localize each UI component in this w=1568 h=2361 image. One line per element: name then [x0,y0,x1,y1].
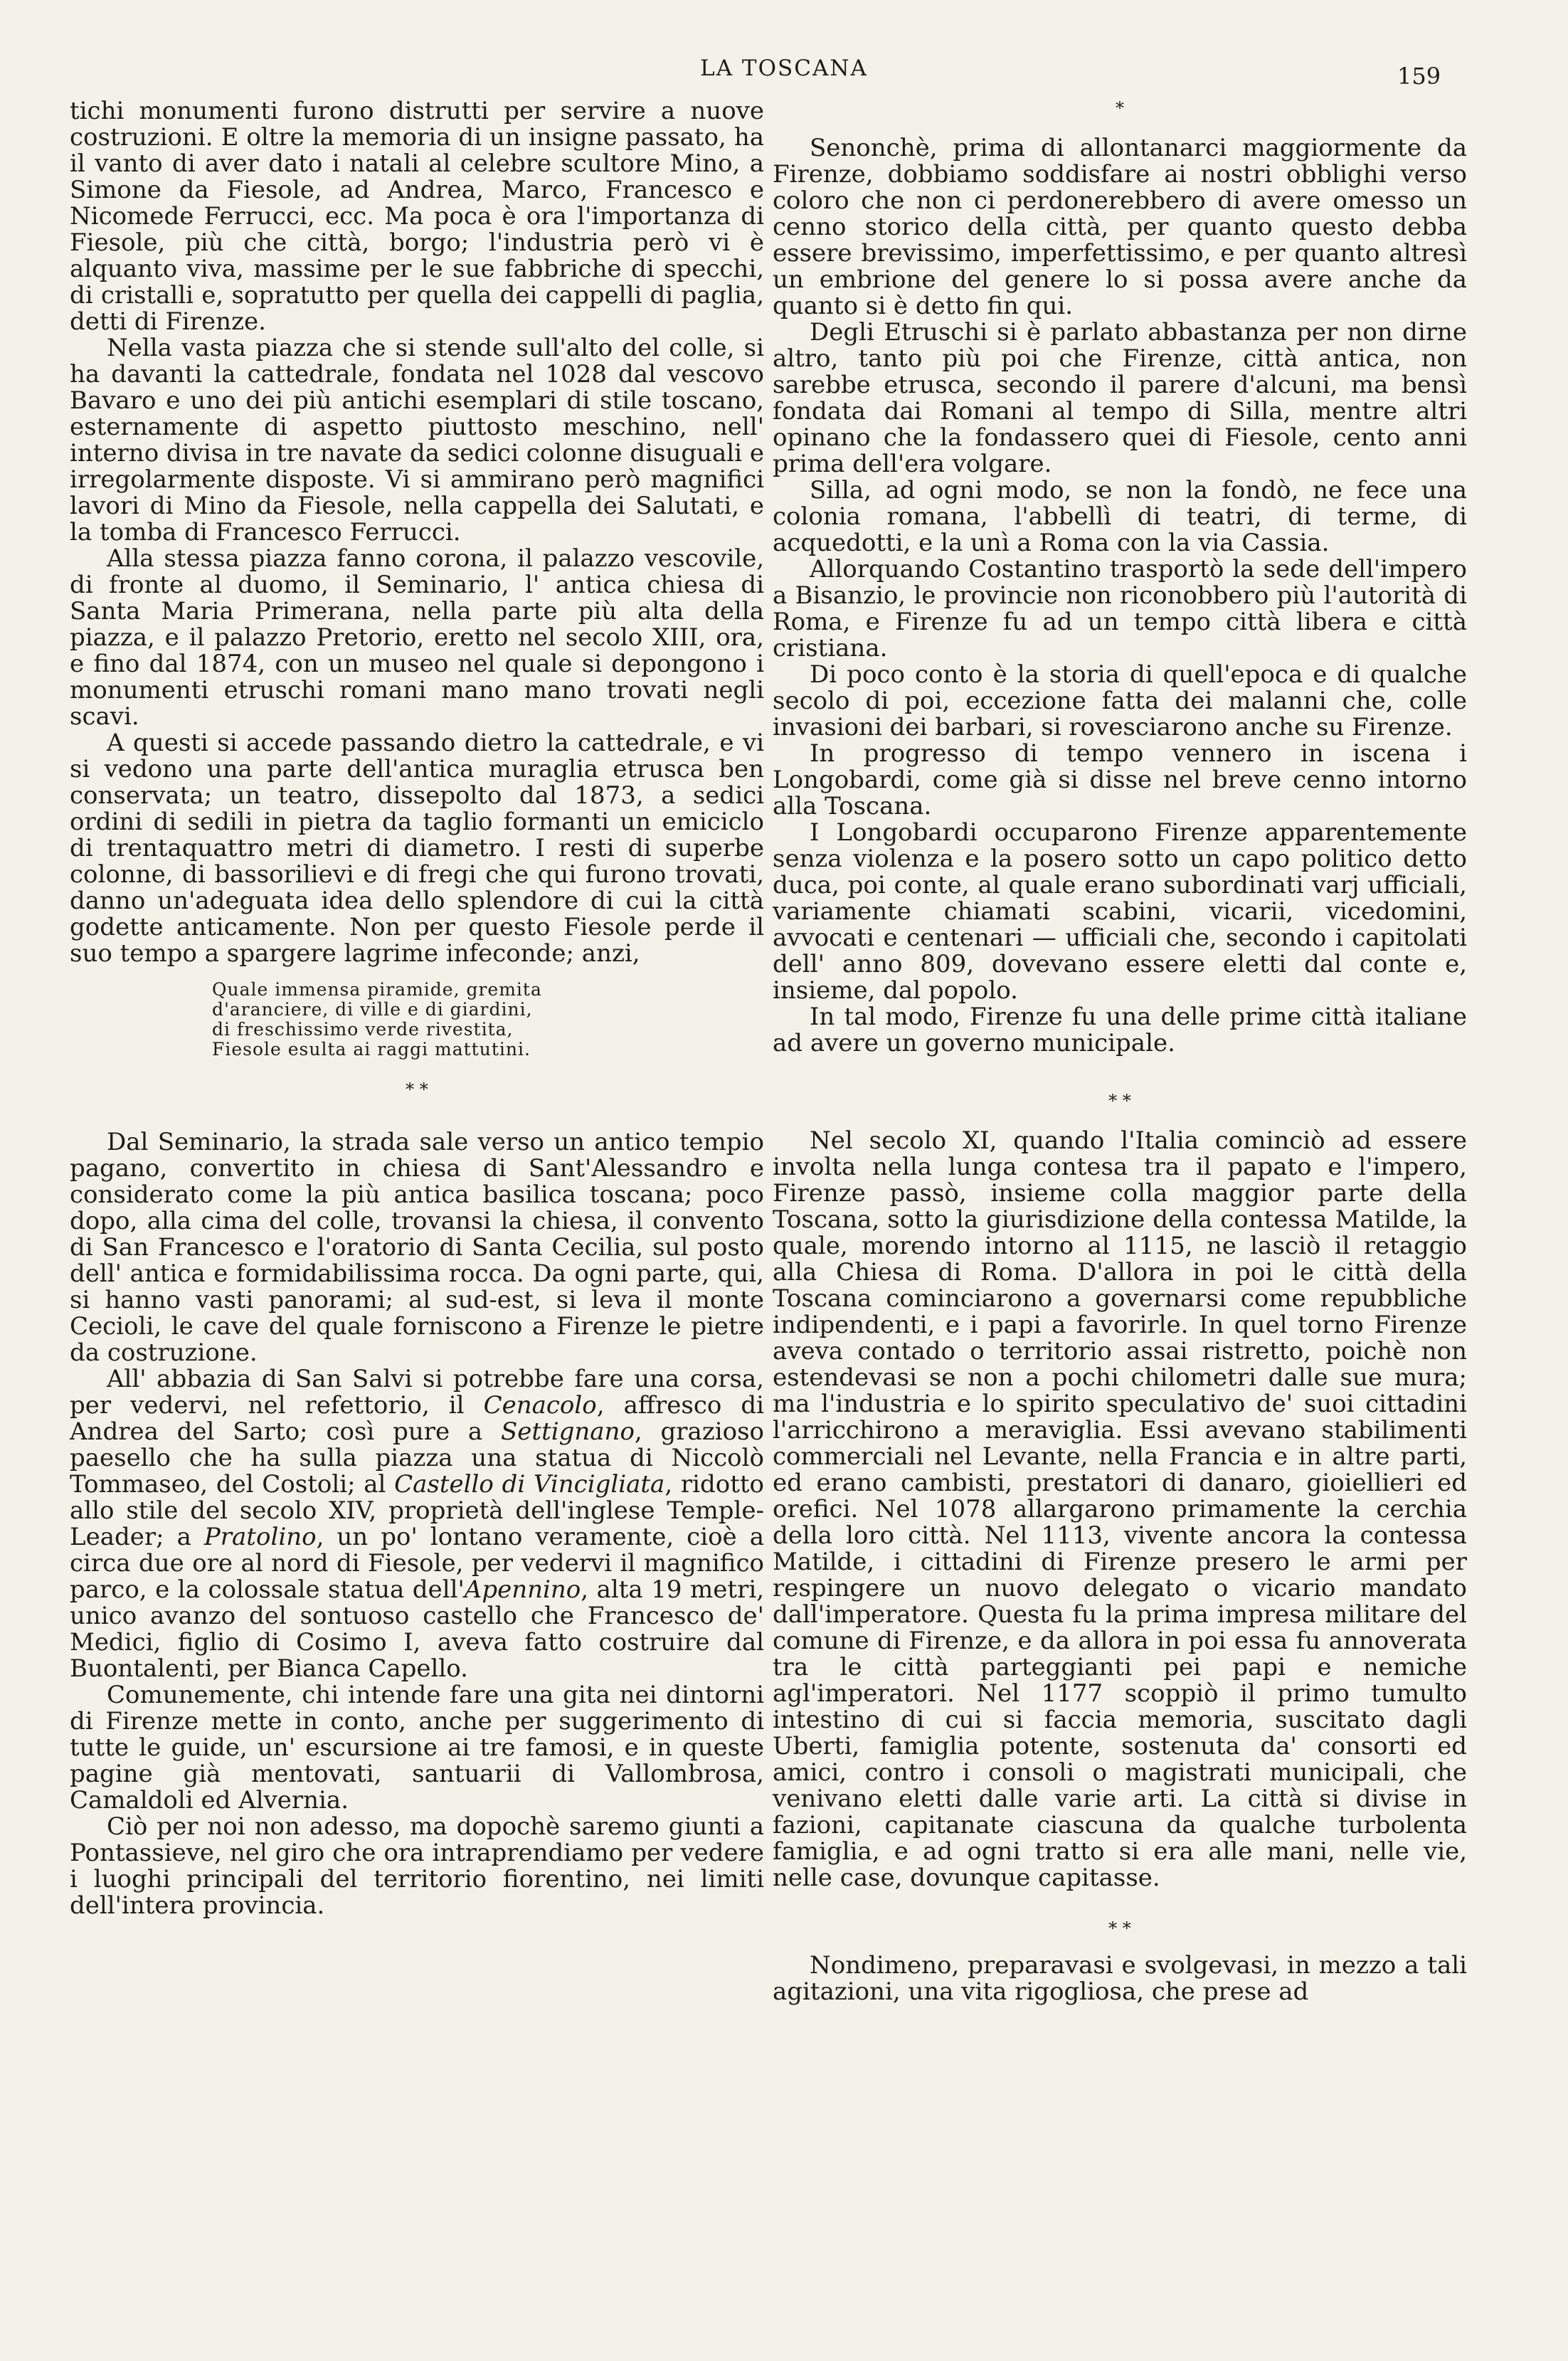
paragraph: A questi si accede passando dietro la cattedrale, e vi si vedono una parte dell'antica muraglia etrusca ben conservata; un teatro, dissepolto dal 1873, a sedici ordini di sedili in pietra da taglio formanti un emiciclo di trentaquattro metri di diametro. I resti di superbe colonne, di bassorilievi e di fregi che qui furono trovati, danno un'adeguata idea dello splendore di cui la città godette anticamente. Non per questo Fiesole perde il suo tempo a spargere lagrime infeconde; anzi, [70,729,764,968]
page-number: 159 [1397,63,1441,90]
verse-quote [212,980,764,1060]
section-separator: * [1116,98,1124,118]
left-column [70,98,764,1919]
paragraph: Nondimeno, preparavasi e svolgevasi, in mezzo a tali agitazioni, una vita rigogliosa, che prese ad [773,1951,1467,2006]
paragraph: Comunemente, chi intende fare una gita nei dintorni di Firenze mette in conto, anche per suggerimento di tutte le guide, un' escursione ai tre famosi, e in queste pagine già mentovati, santuarii di Vallombrosa, Camaldoli ed Alvernia. [70,1681,764,1815]
right-column [773,98,1467,2005]
paragraph: Alla stessa piazza fanno corona, il palazzo vescovile, di fronte al duomo, il Seminario, l' antica chiesa di Santa Maria Primerana, nella parte più alta della piazza, e il palazzo Pretorio, eretto nel secolo XIII, ora, e fino dal 1874, con un museo nel quale si depongono i monumenti etruschi romani mano mano trovati negli scavi. [70,544,764,731]
italic-term: Pratolino [203,1523,317,1551]
paragraph: Degli Etruschi si è parlato abbastanza per non dirne altro, tanto più poi che Firenze, città antica, non sarebbe etrusca, secondo il parere d'alcuni, ma bensì fondata dai Romani al tempo di Silla, mentre altri opinano che la fondassero quei di Fiesole, cento anni prima dell'era volgare. [773,318,1467,478]
section-separator: * * [406,1079,428,1099]
verse-line: Quale immensa piramide, gremita [212,979,542,1000]
paragraph: Senonchè, prima di allontanarci maggiormente da Firenze, dobbiamo soddisfare ai nostri obblighi verso coloro che non ci perdonerebbero di avere omesso un cenno storico della città, per quanto questo debba essere brevissimo, imperfettissimo, e per quanto altresì un embrione del genere lo si possa avere anche da quanto si è detto fin qui. [773,134,1467,320]
paragraph: Ciò per noi non adesso, ma dopochè saremo giunti a Pontassieve, nel giro che ora intraprendiamo per vedere i luoghi principali del territorio fiorentino, nei limiti dell'intera provincia. [70,1812,764,1920]
italic-term: Apennino [464,1575,581,1604]
paragraph: Allorquando Costantino trasportò la sede dell'impero a Bisanzio, le provincie non riconobbero più l'autorità di Roma, e Firenze fu ad un tempo città libera e città cristiana. [773,555,1467,662]
italic-term: Settignano [501,1417,635,1446]
italic-term: Cenacolo [483,1391,597,1420]
paragraph: Nella vasta piazza che si stende sull'alto del colle, si ha davanti la cattedrale, fondata nel 1028 dal vescovo Bavaro e uno dei più antichi esemplari di stile toscano, esternamente di aspetto piuttosto meschino, nell' interno divisa in tre navate da sedici colonne disuguali e irregolarmente disposte. Vi si ammirano però magnifici lavori di Mino da Fiesole, nella cappella dei Salutati, e la tomba di Francesco Ferrucci. [70,334,764,546]
paragraph: tichi monumenti furono distrutti per servire a nuove costruzioni. E oltre la memoria di un insigne passato, ha il vanto di aver dato i natali al celebre scultore Mino, a Simone da Fiesole, ad Andrea, Marco, Francesco e Nicomede Ferrucci, ecc. Ma poca è ora l'importanza di Fiesole, più che città, borgo; l'industria però vi è alquanto viva, massime per le sue fabbriche di specchi, di cristalli e, sopratutto per quella dei cappelli di paglia, detti di Firenze. [70,97,764,336]
paragraph: Silla, ad ogni modo, se non la fondò, ne fece una colonia romana, l'abbellì di teatri, di terme, di acquedotti, e la unì a Roma con la via Cassia. [773,476,1467,557]
verse-line: di freschissimo verde rivestita, [212,1019,514,1040]
paragraph: Nel secolo XI, quando l'Italia cominciò ad essere involta nella lunga contesa tra il papato e l'impero, Firenze passò, insieme colla maggior parte della Toscana, sotto la giurisdizione della contessa Matilde, la quale, morendo intorno al 1115, ne lasciò il retaggio alla Chiesa di Roma. D'allora in poi le città della Toscana cominciarono a governarsi come repubbliche indipendenti, e i papi a favorirle. In quel torno Firenze aveva contado o territorio assai ristretto, poichè non estendevasi se non a pochi chilometri dalle sue mura; ma l'industria e lo spirito speculativo de' suoi cittadini l'arricchirono a meraviglia. Essi avevano stabilimenti commerciali nel Levante, nella Francia e in altre parti, ed erano cambisti, prestatori di danaro, gioiellieri ed orefici. Nel 1078 allargarono primamente la cerchia della loro città. Nel 1113, vivente ancora la contessa Matilde, i cittadini di Firenze presero le armi per respingere un nuovo delegato o vicario mandato dall'imperatore. Questa fu la prima impresa militare del comune di Firenze, e da allora in poi essa fu annoverata tra le città parteggianti pei papi e nemiche agl'imperatori. Nel 1177 scoppiò il primo tumulto intestino di cui si faccia memoria, suscitato dagli Uberti, famiglia potente, sostenuta da' consorti ed amici, contro i consoli o magistrati municipali, che venivano eletti dalle varie arti. La città si divise in fazioni, capitanate ciascuna da qualche turbolenta famiglia, e ad ogni tratto si era alle mani, nelle vie, nelle case, dovunque capitasse. [773,1126,1467,1892]
paragraph: Dal Seminario, la strada sale verso un antico tempio pagano, convertito in chiesa di Sant'Alessandro e considerato come la più antica basilica toscana; poco dopo, alla cima del colle, trovansi la chiesa, il convento di San Francesco e l'oratorio di Santa Cecilia, sul posto dell' antica e formidabilissima rocca. Da ogni parte, qui, si hanno vasti panorami; al sud-est, si leva il monte Cecioli, le cave del quale forniscono a Firenze le pietre da costruzione. [70,1128,764,1367]
paragraph: In progresso di tempo vennero in iscena i Longobardi, come già si disse nel breve cenno intorno alla Toscana. [773,739,1467,820]
paragraph: In tal modo, Firenze fu una delle prime città italiane ad avere un governo municipale. [773,1003,1467,1057]
paragraph: Di poco conto è la storia di quell'epoca e di qualche secolo di poi, eccezione fatta dei malanni che, colle invasioni dei barbari, si rovesciarono anche su Firenze. [773,660,1467,741]
paragraph: All' abbazia di San Salvi si potrebbe fare una corsa, per vedervi, nel refettorio, il Cenacolo, affresco di Andrea del Sarto; così pure a Settignano, grazioso paesello che ha sulla piazza una statua di Niccolò Tommaseo, del Costoli; al Castello di Vincigliata, ridotto allo stile del secolo XIV, proprietà dell'inglese Temple-Leader; a Pratolino, un po' lontano veramente, cioè a circa due ore al nord di Fiesole, per vedervi il magnifico parco, e la colossale statua dell'Apennino, alta 19 metri, unico avanzo del sontuoso castello che Francesco de' Medici, figlio di Cosimo I, aveva fatto costruire dal Buontalenti, per Bianca Capello. [70,1365,765,1683]
verse-line: Fiesole esulta ai raggi mattutini. [212,1039,531,1060]
italic-term: Castello di Vincigliata [394,1470,665,1499]
section-separator: * * [1108,1091,1131,1111]
section-separator: * * [1108,1918,1131,1938]
running-title: LA TOSCANA [700,56,868,81]
paragraph: I Longobardi occuparono Firenze apparentemente senza violenza e la posero sotto un capo politico detto duca, poi conte, al quale erano subordinati varj ufficiali, variamente chiamati scabini, vicarii, vicedomini, avvocati e centenari — ufficiali che, secondo i capitolati dell' anno 809, dovevano essere eletti dal conte e, insieme, dal popolo. [773,818,1467,1005]
verse-line: d'aranciere, di ville e di giardini, [212,999,533,1020]
